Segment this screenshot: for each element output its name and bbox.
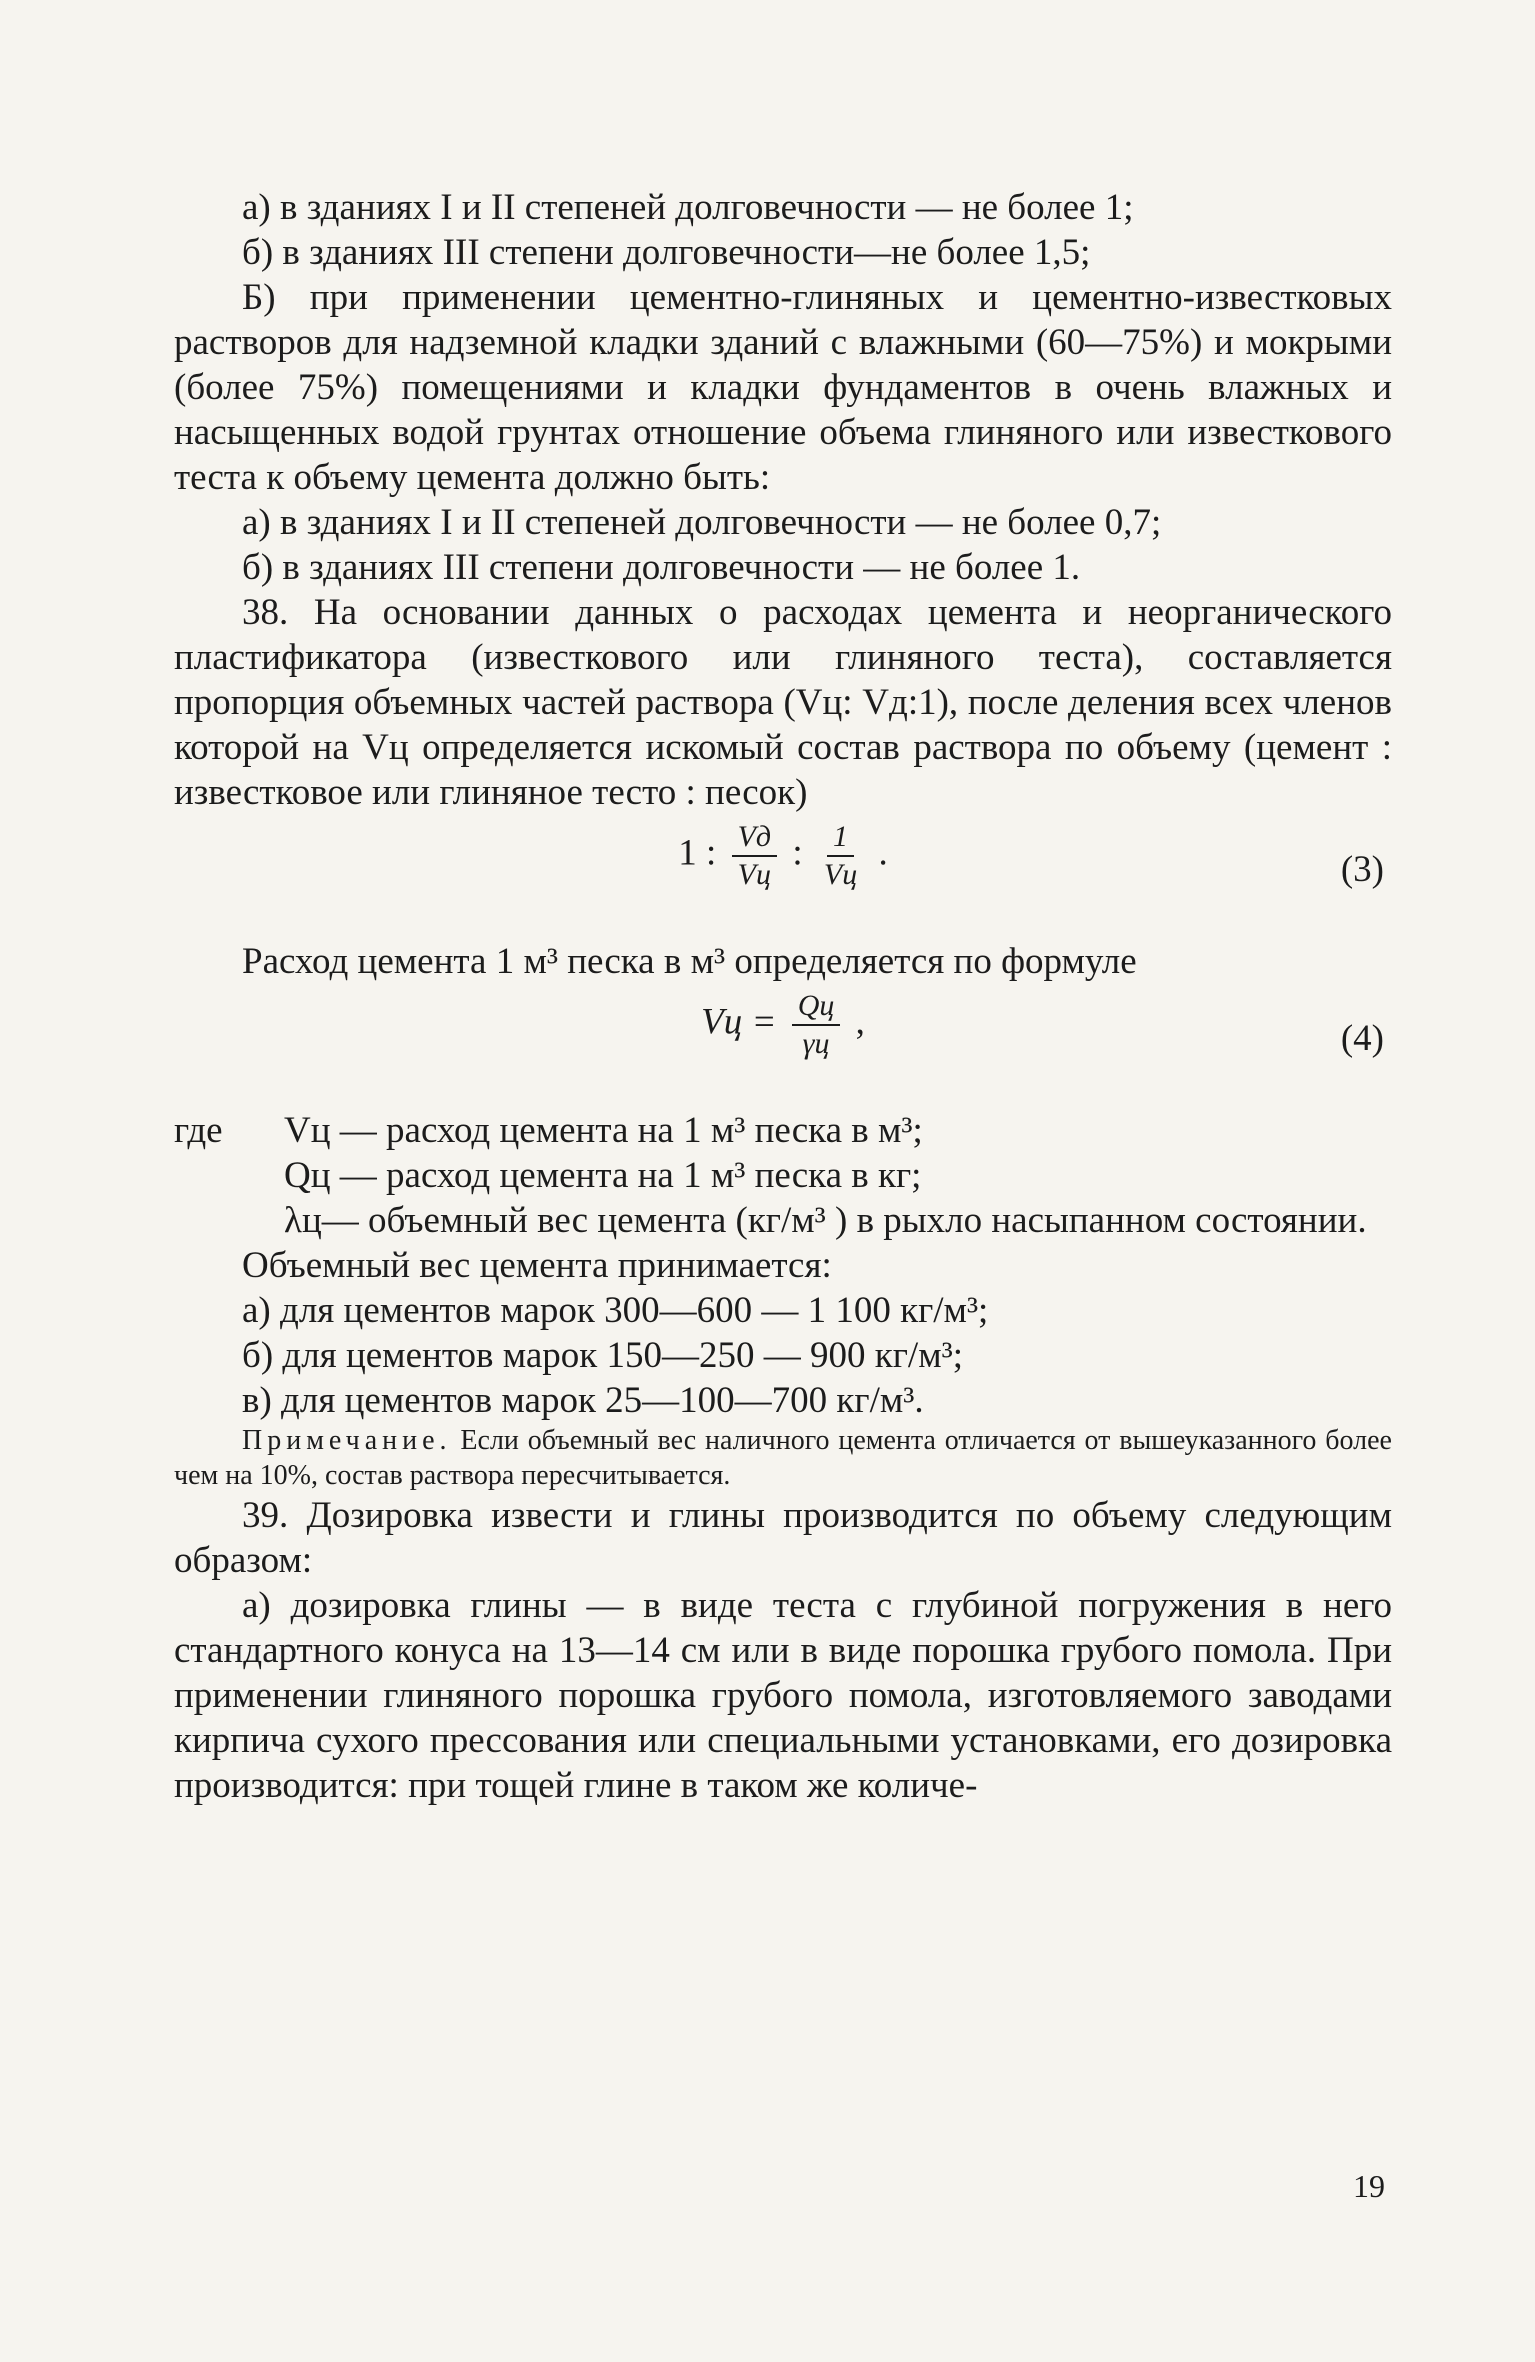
definition-vc: Vц — расход цемента на 1 м³ песка в м³; bbox=[284, 1110, 923, 1151]
formula-4-tail: , bbox=[855, 1001, 865, 1043]
line-b-1: б) в зданиях III степени долговечности—не более 1,5; bbox=[242, 232, 1091, 273]
definition-row bbox=[174, 1198, 1392, 1243]
formula-4-numerator: Qц bbox=[792, 988, 841, 1026]
note bbox=[174, 1423, 1392, 1493]
volume-weight-intro: Объемный вес цемента принимается: bbox=[242, 1245, 832, 1286]
line-a-2: а) в зданиях I и II степеней долговечности — не более 0,7; bbox=[242, 502, 1162, 543]
volume-weight-item-c: в) для цементов марок 25—100—700 кг/м³. bbox=[242, 1380, 924, 1421]
definition-row bbox=[174, 1108, 1392, 1153]
formula-3-frac1-denominator: Vц bbox=[737, 858, 771, 891]
formula-4-lhs: Vц = bbox=[701, 1001, 777, 1043]
formula-4 bbox=[174, 988, 1392, 1098]
formula-4-number: (4) bbox=[1340, 1018, 1384, 1059]
formula-3-tail: . bbox=[878, 832, 888, 874]
formula-3-expression bbox=[174, 819, 1392, 893]
formula-3-frac1-numerator: Vд bbox=[732, 819, 778, 857]
definition-qc: Qц — расход цемента на 1 м³ песка в кг; bbox=[284, 1155, 922, 1196]
formula-4-denominator: γц bbox=[802, 1027, 830, 1060]
volume-weight-item-a: а) для цементов марок 300—600 — 1 100 кг/м³; bbox=[242, 1290, 989, 1331]
volume-weight-item-b: б) для цементов марок 150—250 — 900 кг/м³; bbox=[242, 1335, 963, 1376]
note-text: Если объемный вес наличного цемента отличается от вышеуказанного более чем на 10%, состав раствора пересчитывается. bbox=[174, 1425, 1392, 1491]
page-number: 19 bbox=[1353, 2168, 1385, 2204]
formula-3-frac2-denominator: Vц bbox=[823, 858, 858, 891]
formula-3-lead: 1 : bbox=[678, 832, 717, 874]
definitions bbox=[174, 1108, 1392, 1243]
definition-lambda: λц— объемный вес цемента (кг/м³ ) в рыхло насыпанном состоянии. bbox=[284, 1200, 1367, 1241]
paragraph-39: 39. Дозировка извести и глины производится по объему следующим образом: bbox=[174, 1495, 1392, 1581]
definition-row bbox=[174, 1153, 1392, 1198]
paragraph-38: 38. На основании данных о расходах цемента и неорганического пластификатора (известкового или глиняного теста), составляется пропорция объемных частей раствора (Vц: Vд:1), после деления всех членов которой на Vц определяется искомый состав раствора по объему (цемент : известковое или глиняное тесто : песок) bbox=[174, 592, 1392, 813]
formula-4-fraction bbox=[792, 988, 841, 1062]
paragraph-39-a: а) дозировка глины — в виде теста с глубиной погружения в него стандартного конуса на 13—14 см или в виде порошка грубого помола. При применении глиняного порошка грубого помола, изготовляемого заводами кирпича сухого прессования или специальными установками, его дозировка производится: при тощей глине в таком же количе- bbox=[174, 1585, 1392, 1806]
paragraph-b-capital: Б) при применении цементно-глиняных и цементно-известковых растворов для надземной кладки зданий с влажными (60—75%) и мокрыми (более 75%) помещениями и кладки фундаментов в очень влажных и насыщенных водой грунтах отношение объема глиняного или известкового теста к объему цемента должно быть: bbox=[174, 277, 1392, 498]
formula-4-expression bbox=[174, 988, 1392, 1062]
body-text bbox=[174, 185, 1392, 1808]
formula-3-fraction-1 bbox=[732, 819, 778, 893]
where-label: где bbox=[174, 1110, 223, 1151]
formula-3-separator: : bbox=[792, 832, 803, 874]
note-label: Примечание. bbox=[242, 1425, 452, 1456]
line-b-2: б) в зданиях III степени долговечности — не более 1. bbox=[242, 547, 1081, 588]
paragraph-rashod: Расход цемента 1 м³ песка в м³ определяется по формуле bbox=[242, 941, 1137, 982]
formula-3-fraction-2 bbox=[818, 819, 863, 893]
formula-3-frac2-numerator: 1 bbox=[827, 819, 854, 857]
formula-3 bbox=[174, 819, 1392, 929]
formula-3-number: (3) bbox=[1340, 849, 1384, 890]
line-a-1: а) в зданиях I и II степеней долговечности — не более 1; bbox=[242, 187, 1134, 228]
